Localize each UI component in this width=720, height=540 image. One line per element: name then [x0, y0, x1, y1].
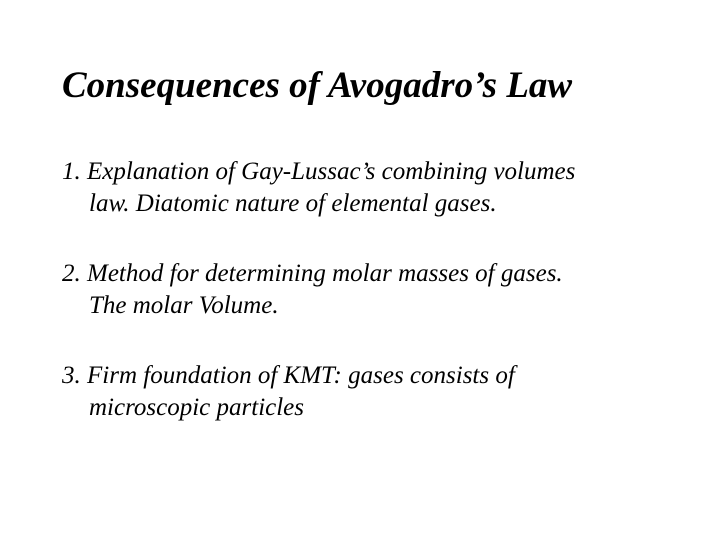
item-2-line-2: The molar Volume.	[89, 292, 279, 319]
slide-title: Consequences of Avogadro’s Law	[62, 65, 573, 106]
list-item	[62, 156, 702, 220]
item-3-line-1: 3. Firm foundation of KMT: gases consists of	[62, 362, 515, 389]
item-3-line-2: microscopic particles	[89, 394, 305, 421]
list-item	[62, 258, 702, 322]
item-1-line-1: 1. Explanation of Gay-Lussac’s combining volumes	[62, 158, 576, 185]
item-1-line-2: law. Diatomic nature of elemental gases.	[89, 190, 497, 217]
consequence-list	[62, 156, 702, 462]
list-item	[62, 360, 702, 424]
item-2-line-1: 2. Method for determining molar masses of gases.	[62, 260, 563, 287]
